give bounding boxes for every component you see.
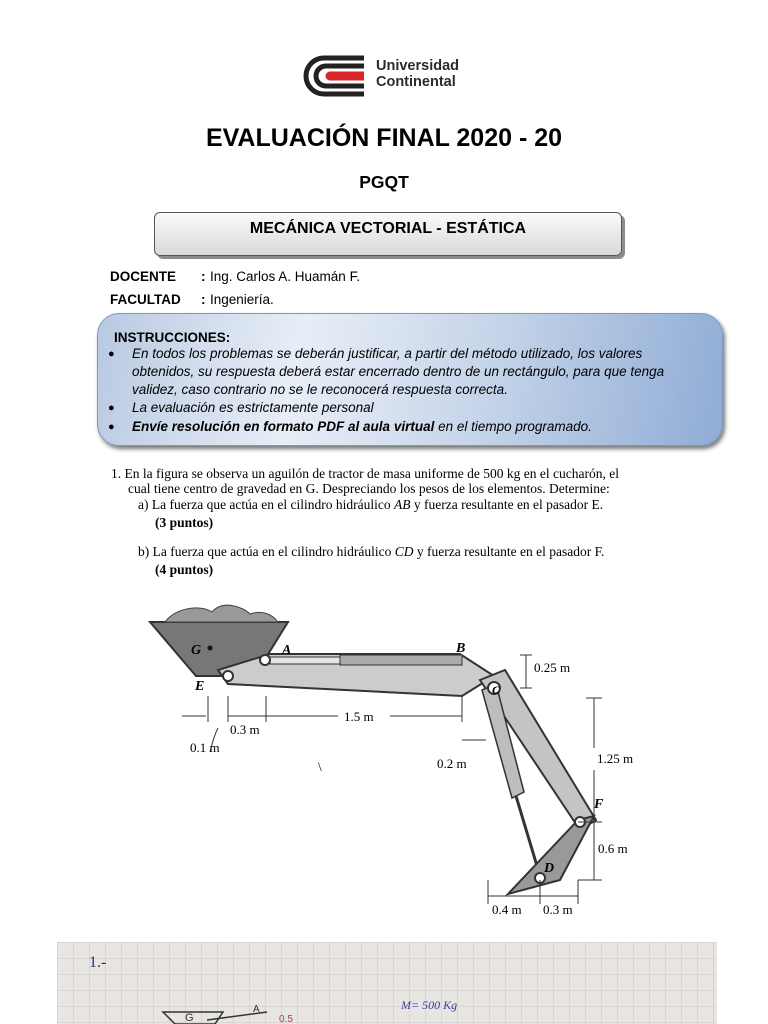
exam-title: EVALUACIÓN FINAL 2020 - 20 <box>205 124 563 152</box>
part-a-var: AB <box>394 497 411 512</box>
g-dot <box>208 646 213 651</box>
dim-1-25: 1.25 m <box>597 751 634 766</box>
docente-value: Ing. Carlos A. Huamán F. <box>210 269 361 284</box>
part-b-var: CD <box>394 544 414 559</box>
dim-0-3-bottom: 0.3 m <box>543 902 573 917</box>
part-b-text-end: y fuerza resultante en el pasador F. <box>413 544 605 559</box>
dim-0-25: 0.25 m <box>534 660 571 675</box>
photo-a-label: A <box>253 1004 260 1015</box>
handwritten-solution-photo <box>57 942 717 1024</box>
grid-paper-icon <box>57 942 717 1024</box>
label-b: B <box>456 641 466 656</box>
instruction-3 <box>132 418 592 436</box>
part-a-text: a) La fuerza que actúa en el cilindro hidráulico <box>138 497 394 512</box>
part-a-text-end: y fuerza resultante en el pasador E. <box>410 497 604 512</box>
bucket-load-shape <box>165 605 278 622</box>
instruction-3-rest: en el tiempo programado. <box>434 419 592 434</box>
exam-subtitle: PGQT <box>359 172 409 192</box>
instructions-title: INSTRUCCIONES: <box>114 330 231 345</box>
instruction-2: La evaluación es estrictamente personal <box>132 400 374 415</box>
instruction-1-line-3: validez, caso contrario no se le reconocerá respuesta correcta. <box>132 382 508 397</box>
pin-a <box>260 655 270 665</box>
part-b-text: b) La fuerza que actúa en el cilindro hidráulico <box>138 544 395 559</box>
university-name <box>376 58 459 90</box>
bullet-icon: ● <box>108 348 115 360</box>
dim-0-6: 0.6 m <box>598 841 628 856</box>
facultad-value: Ingeniería. <box>210 292 274 307</box>
dim-0-2: 0.2 m <box>437 756 467 771</box>
part-b <box>138 544 604 560</box>
instruction-1-line-2: obtenidos, su respuesta deberá estar encerrado dentro de un rectángulo, para que tenga <box>132 364 665 379</box>
docente-sep: : <box>201 269 206 284</box>
bullet-icon: ● <box>108 421 115 433</box>
instruction-3-bold: Envíe resolución en formato PDF al aula virtual <box>132 419 435 434</box>
problem-line-2: cual tiene centro de gravedad en G. Despreciando los pesos de los elementos. Determine: <box>128 481 610 496</box>
part-b-points: (4 puntos) <box>155 562 214 577</box>
photo-problem-number: 1.- <box>89 954 107 971</box>
instruction-1-line-1: En todos los problemas se deberán justificar, a partir del método utilizado, los valores <box>132 346 643 361</box>
dim-0-1: 0.1 m <box>190 740 220 755</box>
course-title: MECÁNICA VECTORIAL - ESTÁTICA <box>249 220 527 237</box>
dim-0-3: 0.3 m <box>230 722 260 737</box>
part-a <box>138 497 603 513</box>
excavator-boom-diagram <box>140 598 660 918</box>
dim-1-5: 1.5 m <box>344 709 374 724</box>
label-g: G <box>191 643 202 658</box>
photo-fragment: 0.5 <box>279 1014 293 1024</box>
photo-g-label: G <box>185 1012 194 1024</box>
docente-label: DOCENTE <box>110 269 177 284</box>
part-a-points: (3 puntos) <box>155 515 214 530</box>
dim-0-4: 0.4 m <box>492 902 522 917</box>
cylinder-ab-barrel <box>340 655 462 665</box>
problem-line-1: 1. En la figura se observa un aguilón de tractor de masa uniforme de 500 kg en el cucharón, el <box>111 466 619 481</box>
facultad-sep: : <box>201 292 206 307</box>
pin-e <box>223 671 233 681</box>
university-name-line1: Universidad <box>376 58 459 74</box>
label-f: F <box>594 797 604 812</box>
label-a: A <box>282 643 292 658</box>
label-d: D <box>544 861 555 876</box>
photo-mass-note: M= 500 Kg <box>401 998 458 1012</box>
university-name-line2: Continental <box>376 74 456 90</box>
label-c: C <box>492 683 501 697</box>
facultad-label: FACULTAD <box>110 292 181 307</box>
bullet-icon: ● <box>108 402 115 414</box>
stray-mark: \ <box>318 759 322 774</box>
label-e: E <box>195 679 205 694</box>
